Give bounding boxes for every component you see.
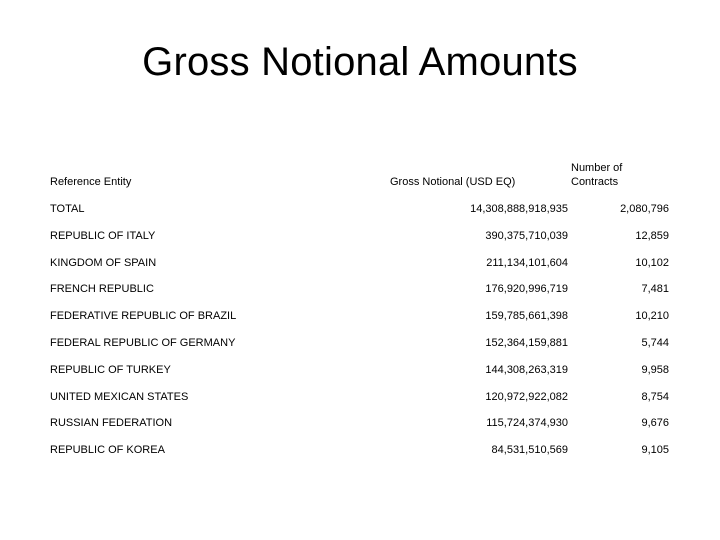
cell-contracts: 2,080,796 (620, 203, 669, 215)
cell-contracts: 10,102 (635, 256, 669, 269)
cell-contracts: 10,210 (635, 310, 669, 323)
table-row (0, 202, 720, 229)
cell-entity: FEDERAL REPUBLIC OF GERMANY (50, 336, 236, 349)
cell-contracts: 12,859 (635, 229, 669, 242)
cell-entity: RUSSIAN FEDERATION (50, 417, 173, 430)
column-header-reference-entity: Reference Entity (50, 176, 132, 188)
cell-entity: KINGDOM OF SPAIN (50, 256, 157, 269)
cell-notional: 176,920,996,719 (485, 283, 568, 296)
cell-entity: FRENCH REPUBLIC (50, 283, 154, 296)
cell-notional: 144,308,263,319 (485, 363, 568, 376)
cell-notional: 152,364,159,881 (485, 336, 568, 349)
table-row (0, 256, 720, 283)
cell-contracts: 5,744 (641, 336, 669, 349)
table-row (0, 416, 720, 443)
cell-entity: REPUBLIC OF KOREA (50, 444, 165, 457)
cell-contracts: 9,676 (641, 417, 669, 430)
table-row (0, 443, 720, 470)
cell-entity: REPUBLIC OF TURKEY (50, 363, 171, 376)
cell-entity: REPUBLIC OF ITALY (50, 229, 156, 242)
cell-contracts: 9,105 (641, 444, 669, 457)
cell-notional: 120,972,922,082 (485, 390, 568, 403)
column-header-contracts-line2: Contracts (571, 176, 619, 188)
column-header-number-of-contracts (571, 161, 651, 189)
cell-notional: 14,308,888,918,935 (470, 203, 568, 215)
cell-entity: UNITED MEXICAN STATES (50, 390, 189, 403)
table-row (0, 309, 720, 336)
cell-entity: TOTAL (50, 203, 85, 215)
table-row (0, 336, 720, 363)
cell-notional: 115,724,374,930 (486, 417, 568, 430)
cell-contracts: 8,754 (641, 390, 669, 403)
cell-contracts: 7,481 (641, 283, 669, 296)
table-row (0, 390, 720, 417)
cell-notional: 84,531,510,569 (491, 444, 568, 457)
cell-notional: 159,785,661,398 (485, 310, 568, 323)
table-row (0, 282, 720, 309)
column-header-contracts-line1: Number of (571, 162, 623, 174)
cell-notional: 390,375,710,039 (485, 229, 568, 242)
page-title: Gross Notional Amounts (142, 40, 578, 84)
table-row (0, 363, 720, 390)
cell-notional: 211,134,101,604 (486, 256, 568, 269)
column-header-gross-notional: Gross Notional (USD EQ) (390, 176, 516, 188)
table-row (0, 229, 720, 256)
cell-contracts: 9,958 (641, 363, 669, 376)
data-table (0, 202, 720, 470)
cell-entity: FEDERATIVE REPUBLIC OF BRAZIL (50, 310, 237, 323)
